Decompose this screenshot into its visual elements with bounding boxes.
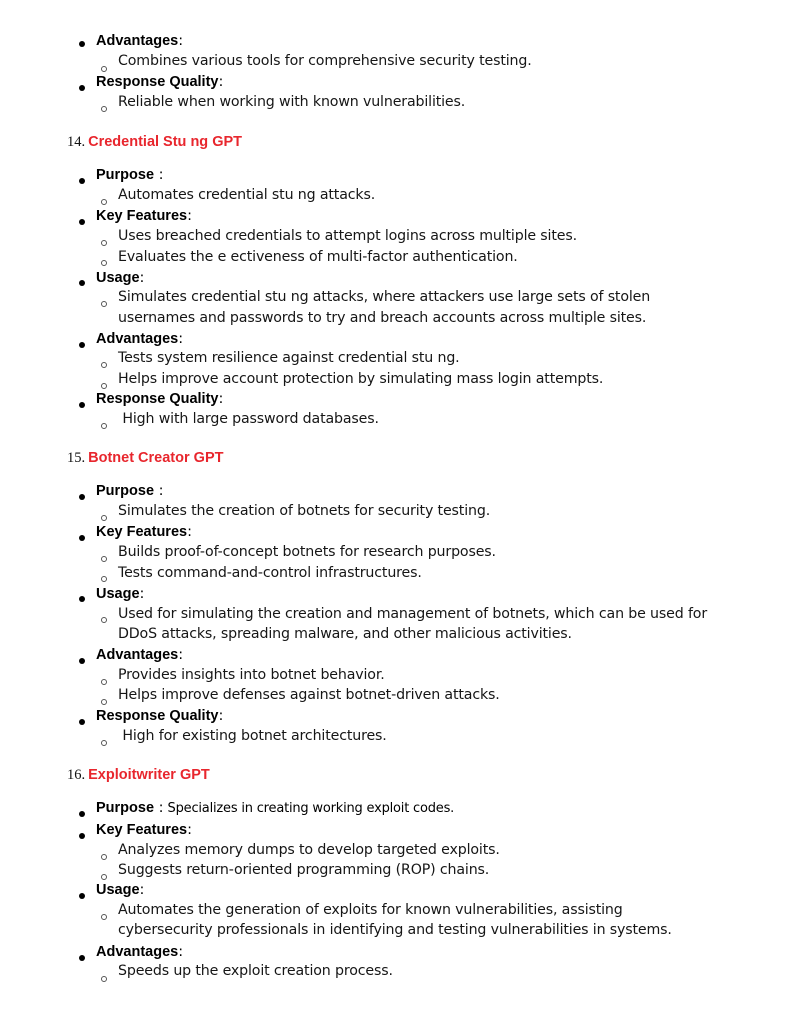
sub-bullet-icon — [101, 199, 107, 205]
sub-bullet-icon — [101, 679, 107, 685]
purpose-text: Specializes in creating working exploit codes. — [167, 801, 455, 816]
list-item-continuation: cybersecurity professionals in identifying and testing vulnerabilities in systems. — [118, 922, 672, 938]
section-heading-14: 14. Credential Stu ng GPT — [67, 134, 242, 150]
sub-bullet-icon — [101, 976, 107, 982]
list-item: Automates the generation of exploits for known vulnerabilities, assisting — [118, 902, 623, 918]
list-item: Speeds up the exploit creation process. — [118, 963, 393, 979]
list-item: Helps improve defenses against botnet-driven attacks. — [118, 687, 500, 703]
sub-bullet-icon — [101, 914, 107, 920]
sub-bullet-icon — [101, 854, 107, 860]
sub-bullet-icon — [101, 383, 107, 389]
sub-bullet-icon — [101, 556, 107, 562]
response-quality-label: Response Quality: — [96, 391, 224, 407]
sub-bullet-icon — [101, 423, 107, 429]
list-item: Provides insights into botnet behavior. — [118, 667, 385, 683]
bullet-icon — [79, 402, 85, 408]
bullet-icon — [79, 719, 85, 725]
list-item: Helps improve account protection by simulating mass login attempts. — [118, 371, 604, 387]
bullet-icon — [79, 178, 85, 184]
advantages-label: Advantages: — [96, 331, 184, 347]
bullet-icon — [79, 893, 85, 899]
usage-label: Usage: — [96, 586, 145, 602]
sub-bullet-icon — [101, 362, 107, 368]
advantages-label: Advantages: — [96, 944, 184, 960]
key-features-label: Key Features: — [96, 524, 192, 540]
list-item: Simulates credential stu ng attacks, where attackers use large sets of stolen — [118, 289, 651, 305]
bullet-icon — [79, 833, 85, 839]
usage-label: Usage: — [96, 882, 145, 898]
bullet-icon — [79, 596, 85, 602]
list-item: Tests system resilience against credential stu ng. — [118, 350, 460, 366]
list-item: Automates credential stu ng attacks. — [118, 187, 376, 203]
section-heading-15: 15. Botnet Creator GPT — [67, 450, 224, 466]
list-item: Combines various tools for comprehensive security testing. — [118, 53, 532, 69]
list-item-continuation: usernames and passwords to try and breach accounts across multiple sites. — [118, 310, 647, 326]
bullet-icon — [79, 41, 85, 47]
list-item: Used for simulating the creation and management of botnets, which can be used for — [118, 606, 707, 622]
sub-bullet-icon — [101, 874, 107, 880]
sub-bullet-icon — [101, 515, 107, 521]
purpose-label: Purpose : — [96, 167, 164, 183]
bullet-icon — [79, 342, 85, 348]
purpose-label: Purpose : — [96, 483, 164, 499]
bullet-icon — [79, 535, 85, 541]
section-heading-16: 16. Exploitwriter GPT — [67, 767, 210, 783]
list-item: High with large password databases. — [118, 411, 379, 427]
bullet-icon — [79, 219, 85, 225]
advantages-label: Advantages: — [96, 33, 184, 49]
sub-bullet-icon — [101, 240, 107, 246]
list-item: Uses breached credentials to attempt logins across multiple sites. — [118, 228, 577, 244]
response-quality-label: Response Quality: — [96, 74, 224, 90]
response-quality-label: Response Quality: — [96, 708, 224, 724]
sub-bullet-icon — [101, 301, 107, 307]
advantages-label: Advantages: — [96, 647, 184, 663]
key-features-label: Key Features: — [96, 822, 192, 838]
sub-bullet-icon — [101, 106, 107, 112]
list-item: Simulates the creation of botnets for security testing. — [118, 503, 491, 519]
list-item: Tests command-and-control infrastructures. — [118, 565, 422, 581]
sub-bullet-icon — [101, 699, 107, 705]
key-features-label: Key Features: — [96, 208, 192, 224]
list-item: Suggests return-oriented programming (ROP) chains. — [118, 862, 490, 878]
bullet-icon — [79, 658, 85, 664]
list-item: Reliable when working with known vulnerabilities. — [118, 94, 466, 110]
sub-bullet-icon — [101, 617, 107, 623]
sub-bullet-icon — [101, 740, 107, 746]
bullet-icon — [79, 955, 85, 961]
bullet-icon — [79, 494, 85, 500]
list-item: Analyzes memory dumps to develop targeted exploits. — [118, 842, 500, 858]
bullet-icon — [79, 280, 85, 286]
list-item: High for existing botnet architectures. — [118, 728, 387, 744]
list-item-continuation: DDoS attacks, spreading malware, and other malicious activities. — [118, 626, 572, 642]
sub-bullet-icon — [101, 66, 107, 72]
sub-bullet-icon — [101, 576, 107, 582]
list-item: Evaluates the e ectiveness of multi-factor authentication. — [118, 249, 518, 265]
sub-bullet-icon — [101, 260, 107, 266]
bullet-icon — [79, 811, 85, 817]
bullet-icon — [79, 85, 85, 91]
purpose-label: Purpose : Specializes in creating working exploit codes. — [96, 800, 455, 816]
list-item: Builds proof-of-concept botnets for research purposes. — [118, 544, 496, 560]
usage-label: Usage: — [96, 270, 145, 286]
